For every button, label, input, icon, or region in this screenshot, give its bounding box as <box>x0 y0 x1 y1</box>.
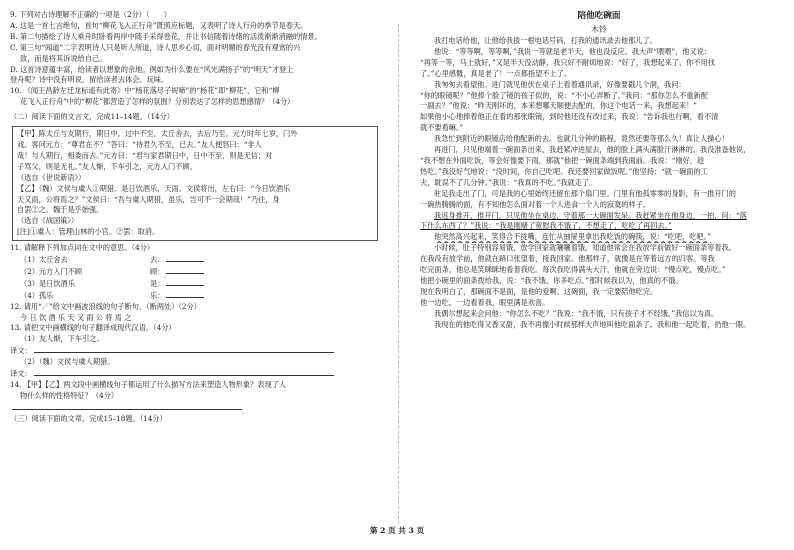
article-line: 在我没有放学前，他就在路口张望着，接我回家。他那样子，就像是在等着远方的归客。等我 <box>420 254 715 264</box>
q14-answer-line <box>10 402 380 414</box>
q9-line: 9. 下列对古诗理解不正确的一项是（2分）（ ） <box>10 10 172 19</box>
article-line: 了。”心里感慨，真是老了！一点都指望不上了。 <box>420 68 572 78</box>
passage-source: （选自《世说新语》） <box>17 172 86 182</box>
q13-sentence: （1）友人惭，下车引之。 <box>20 334 104 344</box>
section-3-heading: （三）阅读下面的文章，完成15–18题。（14分） <box>10 413 167 423</box>
article-line: 就不要看嘛。” <box>420 123 464 133</box>
article-line: 小时候，肚子特别容易饿，放学回家就嚷嚷着饿，知道他常会在我放学前做好一碗面条等着我。 <box>434 243 736 253</box>
classical-text-box <box>12 126 378 241</box>
column-divider <box>398 24 399 524</box>
article-author: 木铃 <box>591 25 607 34</box>
article-line: 我返身推开，推开门，只见他坐在桌边，守着那一大碗面发呆。我赶紧坐在他身边，一拍，问：“落 <box>434 210 747 220</box>
q14-line: 14. 【甲】【乙】两文段中画横线句子都运用了什么描写方法来塑造人物形象？表现了人 <box>10 380 287 389</box>
article-line: 吃完面条，他总是笑眯眯地看着我吃。每次我吃得满头大汗，他就在旁边说：“慢点吃，慢点吃。” <box>420 265 726 275</box>
q13-sentence: （2）（魏）文侯与虞人期猎。 <box>20 357 115 367</box>
article-line: 他把小碗里的面条拨给我，说：“我不饿，你多吃点。”那时候我以为，他真的不饿。 <box>420 275 683 285</box>
q11-item-text: （4）孤乐 <box>20 290 54 300</box>
q11-item <box>10 290 380 302</box>
article-line: “你的眼镜呢？”他捧个脸了镜的孩子似的，说：“不小心弄断了。”我问：“那你怎么不重新配 <box>420 90 708 100</box>
answer-blank[interactable] <box>12 402 242 410</box>
answer-blank[interactable] <box>166 254 204 262</box>
q11-heading: 11. 请解释下列加点词在文中的意思。（4分） <box>10 243 155 253</box>
page-footer: 第 2 页 共 3 页 <box>369 526 425 535</box>
passage-line: 【乙】（魏）文侯与虞人①期猎。是日饮酒乐，天雨。文侯将出，左右曰：“今日饮酒乐 <box>17 183 291 193</box>
article-line: 一碗热腾腾的面，有不知他怎么面对着一个人进食一个人的寂寞的样子。 <box>420 199 651 209</box>
q11-item <box>10 266 380 278</box>
passage-line: 子骂父，则是无礼。”友人惭，下车引之，元方入门不顾。 <box>17 161 197 171</box>
passage-source: （选自《战国策》） <box>17 216 79 226</box>
q10-line: 花飞入正行舟”中的“柳花”都营造了怎样的氛围？分别表达了怎样的思想感情？（4分） <box>20 97 295 107</box>
q11-item-text: （3）是日饮酒乐 <box>20 278 75 288</box>
article-line: “再等一等，马上就好，”又是半天没动静，我只好不耐烦地说：“好了，我想起来了，你不用找 <box>420 57 715 67</box>
article-line: 他一边吃，一边看着我，眼里满是欢喜。 <box>420 297 550 307</box>
article-line: 再进门，只见他端着一碗面条出来，我赶紧冲进屋去，他的脸上满头满脸汗淋淋的。我没准备他说， <box>434 145 751 155</box>
q11-item-key: 是： <box>150 278 165 288</box>
article-line: 我打电话给他，让他给我拔一根电话号码，打我的通讯录去他那儿了。 <box>434 36 657 45</box>
answer-blank[interactable] <box>166 266 204 274</box>
article-line: 我现在的他吃得又香又甜，我不再像小时候那样大声地叫他吃面条了。我和他一起吃着，扔他一眼。 <box>434 319 751 329</box>
q11-item-key: 乐： <box>150 290 165 300</box>
article-line: 现在我明白了，那碗面不是面，是他的爱啊。这碗面，我一定要陪他吃完。 <box>420 286 658 296</box>
article-line: 如果他小心地捧着他正在看的那张眼镜，到时他还没有改过来，我说：“告诉我也行啊，看不清 <box>420 112 719 122</box>
right-column <box>420 10 778 330</box>
q14-line: 物什么样的性格特征？（4分） <box>20 390 119 400</box>
article-line: 一副去？”他说：“昨天刚坏的，本来想哪天顺便去配的，你这个电话一来，我想起来！” <box>420 101 697 111</box>
q10-line: 10. 《闻王昌龄左迁龙标遥有此寄》中“杨花落尽子规啼”的“杨花”即“柳花”，它和“柳 <box>10 86 280 96</box>
passage-note: [注]①虞人：管理山林的小官。②罢：取消。 <box>17 227 160 237</box>
article-line: 他突然高兴起来，笑得合不拢嘴，连忙从抽屉里拿出我吃饭的碗筷，说：“吃吧，吃吧。” <box>434 232 711 242</box>
article-line: 下什么东西了？”我说：“我是刚赌了宽慰我不饿了，不想走了，吃吃了再回去。” <box>420 221 672 231</box>
passage-line: 哉！与人期行，相委而去。”元方曰：“君与家君期日中，日中不至，则是无信；对 <box>17 150 273 160</box>
translation-label: 译文： <box>10 369 32 379</box>
passage-line: 自罢②之。魏于是乎始强。 <box>17 205 104 215</box>
q11-item-text: （2）元方入门不顾 <box>20 266 83 276</box>
translation-label: 译文： <box>10 346 32 356</box>
q9-line: D. 这首诗意蕴丰富，给读者以想象的余地。例如为什么要在“风光满扬子”的“明天”才登上 <box>10 64 294 74</box>
left-column <box>10 10 380 425</box>
q9-line: B. 第二句描绘了诗人乘舟时卧看两岸中随手采得卷花，并让书信随着诗绪的活泼渐渐消融的情景。 <box>10 31 322 41</box>
article-line: 驻足我走出了门，可是我的心里始终还留在那个扇门里。门里有他孤零零的身影，有一推开门的 <box>434 188 736 198</box>
passage-line: 【甲】陈太丘与友期行，期日中。过中不至，太丘舍去，去后乃至。元方时年七岁，门外 <box>17 129 298 139</box>
q11-item <box>10 254 380 266</box>
q9-line: 登舟呢？诗中没有明说，留给读者去体会、玩味。 <box>10 75 169 85</box>
article-line: 热吃。”我没好气地说：“没时间，你自己吃吧。我还要回家做饭呢。”他坚持：“就一碗面的工 <box>420 166 708 176</box>
q13-translation-label <box>10 368 380 380</box>
q11-item-text: （1）太丘舍去 <box>20 255 68 265</box>
question-10 <box>10 86 380 108</box>
q9-line: C. 第三句“闻道”二字表明诗人只是听人所道，诗人思乡心切，面对明媚的春光没有观赏的兴 <box>10 42 301 52</box>
answer-blank[interactable] <box>166 290 204 298</box>
section-2-heading: （二）阅读下面的文言文，完成11–14题。（14分） <box>10 112 174 122</box>
article-line: 夫，耽误不了几分钟。”我说：“我真的不吃。”我就走了。 <box>420 177 597 187</box>
translation-blank[interactable] <box>34 345 334 353</box>
article-line: 我偶尔想起来会问他：“你怎么不吃？”我说：“我不饿，只有孩子才不经饿。”我信以为真。 <box>434 308 719 318</box>
passage-line: 天又雨，公将焉之？”文侯曰：“吾与虞人期猎，虽乐，岂可不一会期哉！”乃往，身 <box>17 194 280 204</box>
article-line: “我不想在外面吃饭，等会好像要下雨，那就”他把一碗面条端到我面前。我说：“刚好，趁 <box>420 155 705 165</box>
answer-blank[interactable] <box>166 278 204 286</box>
q11-item-key: 顾： <box>150 266 165 276</box>
translation-blank[interactable] <box>34 368 334 376</box>
q13-heading: 13. 请把文中画横线的句子翻译成现代汉语。（4分） <box>10 323 176 333</box>
passage-line: 戏。客问元方：“尊君在不？”答曰：“待君久不至，已去。”友人便怒曰：“非人 <box>17 139 262 149</box>
article-title: 陪他吃碗面 <box>577 11 621 21</box>
q12-heading: 12. 请用“／”给文中画波浪线的句子断句。（断两处）（2分） <box>10 301 201 311</box>
article-line: 他说：“等等啊，等等啊，”我说一等就是老半天，他也没反应。我大声“喂喂”，他又说： <box>434 46 712 56</box>
q11-item-key: 去： <box>150 255 165 265</box>
article-line: 我匆匆去看望他。进门就见他伏在桌子上看着通讯录，好像要戳几个洞，我问： <box>434 79 686 89</box>
q9-line: A. 这是一首七言绝句，首句“柳花飞入正行舟”既照应标题，又表明了诗人行舟的季节是春天。 <box>10 20 308 30</box>
q12-sentence: 今 日 饮 酒 乐 天 又 雨 公 将 焉 之 <box>20 312 132 322</box>
q11-item <box>10 278 380 290</box>
q9-line: 致，而是将其诉说给自己。 <box>20 53 107 63</box>
article-line: 我急忙到附近的眼镜店给他配新的去。也就几分钟的路程，竟然还要等那么久！真让人操心！ <box>434 134 729 144</box>
article-body <box>420 36 778 330</box>
q13-translation-label <box>10 345 380 357</box>
question-9 <box>10 10 380 86</box>
